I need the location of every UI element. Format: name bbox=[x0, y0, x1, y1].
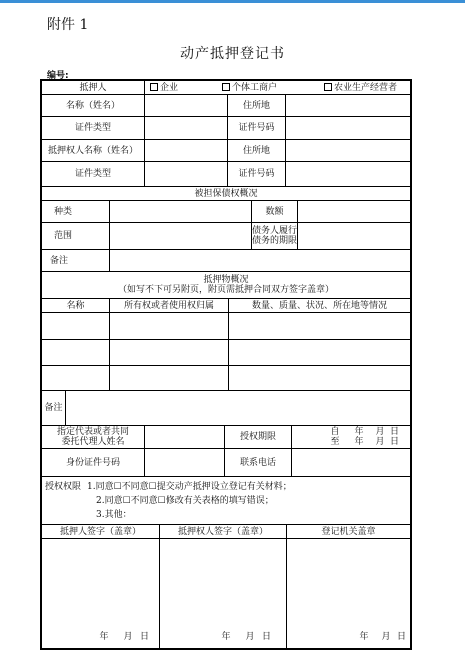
agent-phone-label: 联系电话 bbox=[225, 449, 292, 476]
mortgagee-id-no-label: 证件号码 bbox=[228, 162, 286, 186]
claim-header: 被担保债权概况 bbox=[194, 188, 258, 199]
property-owner-cell[interactable] bbox=[110, 366, 229, 390]
agent-period-field[interactable] bbox=[292, 426, 410, 448]
option-farmer[interactable]: 农业生产经营者 bbox=[324, 83, 397, 93]
claim-amount-field[interactable] bbox=[298, 201, 410, 222]
property-header-note: （如写不下可另附页，附页需抵押合同双方签字盖章） bbox=[117, 285, 334, 295]
top-accent-line bbox=[0, 0, 465, 3]
signature-mortgagor-box[interactable] bbox=[42, 539, 160, 648]
claim-kind-row bbox=[42, 201, 410, 223]
signature-mortgagor-label: 抵押人签字（盖章） bbox=[42, 525, 160, 538]
mortgagor-name-label: 名称（姓名） bbox=[42, 95, 145, 116]
mortgagee-address-label: 住所地 bbox=[228, 140, 286, 161]
claim-term-label-line2: 债务的期限 bbox=[252, 236, 298, 246]
mortgagee-name-field[interactable] bbox=[145, 140, 228, 161]
mortgagor-name-field[interactable] bbox=[145, 95, 228, 116]
claim-scope-label: 范围 bbox=[42, 223, 110, 249]
agent-period-label: 授权期限 bbox=[225, 426, 292, 448]
signature-registry-label: 登记机关盖章 bbox=[321, 526, 376, 537]
mortgagor-type-row bbox=[42, 81, 410, 95]
agent-name-label bbox=[42, 426, 145, 448]
property-remark-label: 备注 bbox=[42, 391, 66, 425]
authority-row bbox=[42, 477, 410, 525]
mortgagee-name-label: 抵押权人名称（姓名） bbox=[42, 140, 145, 161]
signature-mortgagee-label: 抵押权人签字（盖章） bbox=[160, 525, 287, 538]
property-header-title: 抵押物概况 bbox=[203, 275, 249, 285]
claim-remark-row bbox=[42, 250, 410, 272]
property-owner-cell[interactable] bbox=[110, 340, 229, 365]
mortgagor-address-label: 住所地 bbox=[228, 95, 286, 116]
property-col-owner: 所有权或者使用权归属 bbox=[110, 299, 229, 312]
agent-id-label: 身份证件号码 bbox=[42, 449, 145, 476]
claim-term-label-line1: 债务人履行 bbox=[252, 226, 298, 236]
property-detail-cell[interactable] bbox=[229, 340, 410, 365]
property-row bbox=[42, 313, 410, 340]
mortgagor-id-no-label: 证件号码 bbox=[228, 117, 286, 139]
property-col-name: 名称 bbox=[42, 299, 110, 312]
checkbox-icon bbox=[324, 83, 332, 91]
claim-scope-row bbox=[42, 223, 410, 250]
agent-row bbox=[42, 426, 410, 449]
property-name-cell[interactable] bbox=[42, 366, 110, 390]
property-col-detail: 数量、质量、状况、所在地等情况 bbox=[251, 300, 387, 311]
period-from: 自 年 月 日 bbox=[330, 427, 400, 437]
property-name-cell[interactable] bbox=[42, 340, 110, 365]
claim-kind-field[interactable] bbox=[110, 201, 252, 222]
mortgagor-id-type-label: 证件类型 bbox=[42, 117, 145, 139]
number-label: 编号: bbox=[47, 71, 69, 81]
property-detail-cell[interactable] bbox=[229, 313, 410, 339]
claim-remark-label: 备注 bbox=[42, 250, 110, 271]
option-individual[interactable]: 个体工商户 bbox=[222, 83, 277, 93]
mortgagor-address-field[interactable] bbox=[286, 95, 410, 116]
property-owner-cell[interactable] bbox=[110, 313, 229, 339]
mortgagee-id-type-label: 证件类型 bbox=[42, 162, 145, 186]
annex-label: 附件 1 bbox=[47, 17, 89, 33]
claim-remark-field[interactable] bbox=[110, 250, 410, 271]
registration-form bbox=[40, 79, 412, 650]
mortgagor-id-type-field[interactable] bbox=[145, 117, 228, 139]
authority-item-2: 2.同意☐不同意☐修改有关表格的填写错误； bbox=[96, 496, 274, 506]
property-remark-field[interactable] bbox=[66, 391, 410, 425]
agent-id-field[interactable] bbox=[145, 449, 225, 476]
mortgagor-name-row bbox=[42, 95, 410, 117]
property-header bbox=[42, 272, 410, 298]
checkbox-icon bbox=[150, 83, 158, 91]
mortgagor-label: 抵押人 bbox=[42, 81, 145, 94]
mortgagor-id-no-field[interactable] bbox=[286, 117, 410, 139]
signature-header-row bbox=[42, 525, 410, 539]
authority-label: 授权权限 bbox=[45, 482, 82, 492]
mortgagee-id-type-field[interactable] bbox=[145, 162, 228, 186]
claim-header-row bbox=[42, 187, 410, 201]
agent-name-label-line1: 指定代表或者共同 bbox=[56, 427, 129, 437]
claim-term-field[interactable] bbox=[298, 223, 410, 249]
property-row bbox=[42, 340, 410, 366]
agent-phone-field[interactable] bbox=[292, 449, 410, 476]
agent-name-field[interactable] bbox=[145, 426, 225, 448]
claim-amount-label: 数额 bbox=[252, 201, 298, 222]
mortgagee-id-no-field[interactable] bbox=[286, 162, 410, 186]
property-columns-row bbox=[42, 299, 410, 313]
signature-registry-box[interactable] bbox=[287, 539, 410, 648]
property-detail-cell[interactable] bbox=[229, 366, 410, 390]
authority-item-3: 3.其他： bbox=[96, 510, 132, 520]
claim-term-label bbox=[252, 223, 298, 249]
signature-mortgagee-box[interactable] bbox=[160, 539, 287, 648]
claim-scope-field[interactable] bbox=[110, 223, 252, 249]
mortgagee-id-row bbox=[42, 162, 410, 187]
signature-mortgagee-date: 年 月 日 bbox=[221, 632, 272, 642]
property-header-row bbox=[42, 272, 410, 299]
period-to: 至 年 月 日 bbox=[330, 437, 400, 447]
signature-boxes-row bbox=[42, 539, 410, 648]
option-enterprise[interactable]: 企业 bbox=[150, 83, 178, 93]
mortgagor-id-row bbox=[42, 117, 410, 140]
property-row bbox=[42, 366, 410, 391]
signature-registry-date: 年 月 日 bbox=[359, 632, 407, 642]
checkbox-icon bbox=[222, 83, 230, 91]
agent-name-label-line2: 委托代理人姓名 bbox=[61, 437, 125, 447]
claim-kind-label: 种类 bbox=[42, 201, 110, 222]
authority-item-1: 1.同意☐不同意☐提交动产抵押设立登记有关材料； bbox=[87, 482, 292, 492]
property-remark-row bbox=[42, 391, 410, 426]
property-name-cell[interactable] bbox=[42, 313, 110, 339]
form-title: 动产抵押登记书 bbox=[180, 46, 285, 62]
agent-contact-row bbox=[42, 449, 410, 477]
mortgagee-name-row bbox=[42, 140, 410, 162]
mortgagee-address-field[interactable] bbox=[286, 140, 410, 161]
signature-mortgagor-date: 年 月 日 bbox=[99, 632, 150, 642]
